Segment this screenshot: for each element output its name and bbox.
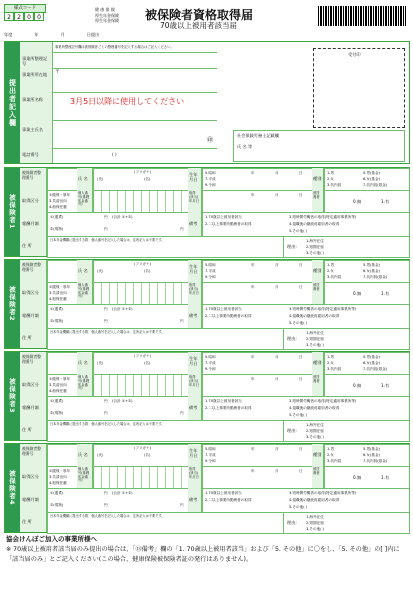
submitter-sidebar: 提出者記入欄 [5,42,20,163]
reason-opt: 3.その他( ) [306,435,325,439]
birth-era: 7.平成 [205,177,216,181]
acq-opt: 3.共済出向 [49,475,67,479]
given-name-label: (名) [144,453,151,457]
total-label: (合計 ①+②) [112,307,133,311]
surname-label: (氏) [97,177,104,181]
type-opt: 3.坑内員 [327,459,342,463]
type-opt: 6.女(基金) [363,177,381,181]
birth-era: 7.平成 [205,453,216,457]
footer [6,534,406,565]
insured-sidebar: 被保険者3 [5,352,20,440]
form-code-label: 様式コード [4,4,46,13]
type-opt: 2.女 [327,177,335,181]
type-opt: 1.男 [327,171,335,175]
mynumber-label: 個人番号(基礎年金番号) [77,190,93,212]
labor-consultant-label: 社会保険労務士記載欄 [237,133,279,138]
yen-label: 円 [104,399,108,403]
dependent-label: 被扶養者 [312,190,324,212]
reason-opt: 2.短期在留 [306,521,324,525]
name-field[interactable] [93,444,190,468]
ymd-label: 月 [275,447,279,451]
reason-opt: 2.短期在留 [306,337,324,341]
type-opt: 5.男(基金) [363,447,381,451]
notes-item: 5.その他( ) [289,505,308,509]
reason-opt: 1.海外在住 [306,239,324,243]
notes-field[interactable] [202,488,410,514]
total-label: (合計 ①+②) [112,215,133,219]
type-opt: 2.女 [327,269,335,273]
furigana-label: (フリガナ) [134,170,151,174]
type-field[interactable] [324,352,410,376]
type-opt: 1.男 [327,355,335,359]
acq-field[interactable] [47,466,79,490]
notes-item: 1.70歳以上被用者該当 [205,399,242,403]
insurance-type: 健 康 保 険 [95,7,115,12]
notes-item: 1.70歳以上被用者該当 [205,307,242,311]
seiri-field[interactable] [47,168,79,192]
dependent-opt: 1.有 [381,475,390,480]
notes-item: 4.退職後の継続再雇用者の取得 [289,314,340,318]
notes-field[interactable] [202,396,410,422]
ymd-label: 日 [299,285,303,289]
name-label: 氏 名 [77,168,93,190]
notes-item: 3.短時間労働者の取得(特定適用事業所等) [289,399,357,403]
field-label: 事業所所在地 [22,72,48,77]
form-code-digit: 2 [14,12,24,21]
birth-era: 9.令和 [205,367,216,371]
acq-opt: 4.船保任継 [49,389,67,393]
name-label: 氏 名 [77,352,93,374]
field-label: 事業所整理記号 [22,56,48,66]
ymd-label: 月 [275,355,279,359]
ymd-label: 日 [299,355,303,359]
type-opt: 3.坑内員 [327,275,342,279]
seiri-label: 被保険者整理番号 [20,260,47,282]
type-opt: 7.坑内員(基金) [363,183,388,187]
yen-label: 円 [104,491,108,495]
seiri-label: 被保険者整理番号 [20,444,47,466]
notes-item: 4.退職後の継続再雇用者の取得 [289,406,340,410]
reason-opt: 2.短期在留 [306,429,324,433]
birth-field[interactable] [202,352,314,376]
submitter-field-labels [20,42,53,163]
ymd-label: 年 [251,263,255,267]
insured-sidebar: 被保険者1 [5,168,20,256]
acq-date-field[interactable] [202,282,314,306]
acq-opt: 3.共済出向 [49,291,67,295]
reason-field[interactable] [283,328,410,350]
reason-opt: 3.その他( ) [306,527,325,531]
notes-item: 2.二以上事業所勤務者の取得 [205,222,252,226]
given-name-label: (名) [144,361,151,365]
insurance-type: 厚生年金保険 [95,18,119,23]
usage-warning: 3月5日以降に使用してください [70,97,185,106]
notes-label: 備考 [188,396,202,420]
address-field[interactable] [47,420,285,442]
pay-field[interactable] [47,212,190,238]
date-label: 月 [60,32,65,37]
pay-field[interactable] [47,396,190,422]
form-code-boxes [4,12,44,21]
reason-label: 理由: [287,520,297,525]
labor-consultant-box[interactable] [233,130,405,162]
notes-item: 4.退職後の継続再雇用者の取得 [289,498,340,502]
seiri-field[interactable] [47,352,79,376]
name-field[interactable] [93,352,190,376]
acq-date-label: 取得(該当)年月日 [188,374,202,396]
ymd-label: 年 [251,469,255,473]
type-opt: 2.女 [327,453,335,457]
ymd-label: 年 [251,171,255,175]
insured-section [4,167,410,257]
acq-date-label: 取得(該当)年月日 [188,190,202,212]
acq-field[interactable] [47,190,79,214]
pay-currency-label: ①(通貨) [50,307,64,311]
dependent-field[interactable] [324,466,410,490]
birth-field[interactable] [202,260,314,284]
acq-field[interactable] [47,374,79,398]
type-opt: 3.坑内員 [327,367,342,371]
seiri-label: 被保険者整理番号 [20,352,47,374]
notes-item: 2.二以上事業所勤務者の取得 [205,498,252,502]
pay-field[interactable] [47,304,190,330]
seal-mark: ㊞ [207,137,214,144]
ymd-label: 月 [275,377,279,381]
dependent-opt: 0.無 [353,291,362,296]
field-label: 事業所名称 [22,97,43,102]
insurance-types [95,7,119,24]
insured-section [4,351,410,441]
reason-label: 理由: [287,336,297,341]
acq-date-field[interactable] [202,466,314,490]
dependent-opt: 0.無 [353,199,362,204]
notes-field[interactable] [202,304,410,330]
ymd-label: 月 [275,193,279,197]
acq-opt: 3.共済出向 [49,199,67,203]
ymd-label: 日 [299,447,303,451]
notes-item: 5.その他( ) [289,321,308,325]
form-code-digit: 0 [34,12,44,21]
type-field[interactable] [324,444,410,468]
phone-field[interactable]: ( ) [112,152,117,157]
birth-label: 生年月日 [188,168,202,190]
acq-opt: 4.船保任継 [49,205,67,209]
acq-opt: 3.共済出向 [49,383,67,387]
mynumber-label: 個人番号(基礎年金番号) [77,466,93,488]
notes-item: 3.短時間労働者の取得(特定適用事業所等) [289,491,357,495]
seiri-label: 被保険者整理番号 [20,168,47,190]
yen-label: 円 [180,411,184,415]
reason-label: 理由: [287,244,297,249]
notes-item: 1.70歳以上被用者該当 [205,491,242,495]
furigana-label: (フリガナ) [134,262,151,266]
type-opt: 6.女(基金) [363,453,381,457]
ymd-label: 日 [299,469,303,473]
acq-label: 取得区分 [20,282,47,304]
dependent-label: 被扶養者 [312,374,324,396]
footer-body: ※ 70歳以上被用者該当届のみ提出の場合は、「⑬備考」欄の「1. 70歳以上被用者該当」および「5. その他」に〇をし、「5. その他」の[ ]内に「該当届のみ」とご記入ください(この場合、健康保険被保険者証の発行はありません)。 [6,546,400,563]
insured-section [4,259,410,349]
yen-label: 円 [180,503,184,507]
birth-era: 9.令和 [205,183,216,187]
ymd-label: 日 [299,171,303,175]
type-opt: 1.男 [327,447,335,451]
address-label: 住 所 [20,236,47,256]
ymd-label: 月 [275,285,279,289]
dependent-opt: 0.無 [353,383,362,388]
ymd-label: 年 [251,193,255,197]
notes-label: 備考 [188,488,202,512]
notes-item: 4.退職後の継続再雇用者の取得 [289,222,340,226]
dependent-label: 被扶養者 [312,466,324,488]
address-field[interactable] [47,512,285,534]
type-opt: 6.女(基金) [363,361,381,365]
surname-label: (氏) [97,453,104,457]
type-opt: 5.男(基金) [363,263,381,267]
reason-field[interactable] [283,512,410,534]
notes-label: 備考 [188,212,202,236]
acq-label: 取得区分 [20,466,47,488]
ymd-label: 年 [251,447,255,451]
birth-field[interactable] [202,444,314,468]
dependent-field[interactable] [324,374,410,398]
acq-opt: ①健保・厚年 [49,377,71,381]
furigana-label: (フリガナ) [134,446,151,450]
birth-era: 5.昭和 [205,263,216,267]
type-label: 種別 [312,352,324,374]
type-opt: 6.女(基金) [363,269,381,273]
birth-era: 5.昭和 [205,355,216,359]
type-opt: 1.男 [327,263,335,267]
mynumber-label: 個人番号(基礎年金番号) [77,282,93,304]
type-field[interactable] [324,260,410,284]
form-title: 被保険者資格取得届 [145,8,254,22]
acq-opt: ①健保・厚年 [49,193,71,197]
yen-label: 円 [104,307,108,311]
mynumber-field[interactable] [93,190,190,214]
footer-heading: 協会けんぽご加入の事業所様へ [6,535,97,543]
address-note: 日本年金機構に提出する際、個人番号を記入した場合は、住所記入は不要です。 [50,422,165,426]
yen-label: 円 [104,215,108,219]
notes-item: 5.その他( ) [289,229,308,233]
address-note: 日本年金機構に提出する際、個人番号を記入した場合は、住所記入は不要です。 [50,330,165,334]
given-name-label: (名) [144,177,151,181]
pay-label: 報酬月額 [20,488,47,512]
given-name-label: (名) [144,269,151,273]
surname-label: (氏) [97,269,104,273]
reason-field[interactable] [283,420,410,442]
total-label: (合計 ①+②) [112,399,133,403]
form-code-digit: 0 [24,12,34,21]
insurance-type: 厚生年金保険 [95,12,119,18]
reason-opt: 3.その他( ) [306,251,325,255]
dependent-field[interactable] [324,190,410,214]
name-field[interactable] [93,260,190,284]
mynumber-field[interactable] [93,282,190,306]
reason-opt: 1.海外在住 [306,423,324,427]
ymd-label: 月 [275,171,279,175]
reason-opt: 1.海外在住 [306,331,324,335]
dependent-label: 被扶養者 [312,282,324,304]
form-code-digit: 2 [4,12,14,21]
notes-item: 1.70歳以上被用者該当 [205,215,242,219]
type-label: 種別 [312,260,324,282]
type-opt: 7.坑内員(基金) [363,367,388,371]
notes-item: 5.その他( ) [289,413,308,417]
pay-goods-label: ②(現物) [50,503,64,507]
reason-opt: 2.短期在留 [306,245,324,249]
notes-label: 備考 [188,304,202,328]
notes-field[interactable] [202,212,410,238]
address-label: 住 所 [20,512,47,532]
notes-item: 2.二以上事業所勤務者の取得 [205,406,252,410]
submitter-section [4,41,410,164]
yen-label: 円 [104,227,108,231]
address-note: 日本年金機構に提出する際、個人番号を記入した場合は、住所記入は不要です。 [50,238,165,242]
pay-label: 報酬月額 [20,212,47,236]
birth-era: 9.令和 [205,275,216,279]
type-label: 種別 [312,444,324,466]
seiri-field[interactable] [47,260,79,284]
mynumber-label: 個人番号(基礎年金番号) [77,374,93,396]
postal-mark: 〒 [55,69,61,75]
ymd-label: 日 [299,263,303,267]
acq-opt: 4.船保任継 [49,297,67,301]
birth-era: 5.昭和 [205,447,216,451]
pay-label: 報酬月額 [20,396,47,420]
name-label: 氏 名 [77,260,93,282]
submitter-note: 事業所整理記号欄は被保険者ごとの整理番号を記入する場合はご記入ください。 [55,45,174,49]
reason-label: 理由: [287,428,297,433]
type-field[interactable] [324,168,410,192]
date-label: 年 [34,32,39,37]
birth-era: 5.昭和 [205,171,216,175]
surname-label: (氏) [97,361,104,365]
acq-opt: 4.船保任継 [49,481,67,485]
notes-item: 2.二以上事業所勤務者の取得 [205,314,252,318]
reception-stamp-label: 受付印 [348,52,361,57]
date-row [4,32,124,37]
field-label: 事業主氏名 [22,127,43,132]
acq-opt: ①健保・厚年 [49,285,71,289]
pay-currency-label: ①(通貨) [50,215,64,219]
name-field[interactable] [93,168,190,192]
reception-stamp-box [313,48,405,128]
type-opt: 7.坑内員(基金) [363,459,388,463]
birth-era: 7.平成 [205,361,216,365]
date-label: 年度 [4,32,13,37]
type-opt: 2.女 [327,361,335,365]
date-label: 日提出 [86,32,100,37]
pay-label: 報酬月額 [20,304,47,328]
mynumber-field[interactable] [93,466,190,490]
ymd-label: 年 [251,355,255,359]
acq-label: 取得区分 [20,374,47,396]
address-field[interactable] [47,236,285,258]
acq-label: 取得区分 [20,190,47,212]
total-label: (合計 ①+②) [112,491,133,495]
notes-item: 3.短時間労働者の取得(特定適用事業所等) [289,215,357,219]
reason-opt: 1.海外在住 [306,515,324,519]
address-field[interactable] [47,328,285,350]
birth-label: 生年月日 [188,260,202,282]
type-opt: 5.男(基金) [363,171,381,175]
ymd-label: 年 [251,285,255,289]
barcode [318,6,406,26]
insured-section [4,443,410,533]
yen-label: 円 [180,227,184,231]
insured-sidebar: 被保険者4 [5,444,20,532]
field-label: 電話番号 [22,152,39,157]
address-label: 住 所 [20,328,47,348]
acq-opt: ①健保・厚年 [49,469,71,473]
pay-goods-label: ②(現物) [50,227,64,231]
dependent-opt: 1.有 [381,199,390,204]
reason-opt: 3.その他( ) [306,343,325,347]
address-label: 住 所 [20,420,47,440]
labor-name-label: 氏 名 等 [237,144,253,149]
name-label: 氏 名 [77,444,93,466]
type-label: 種別 [312,168,324,190]
yen-label: 円 [104,319,108,323]
yen-label: 円 [104,503,108,507]
acq-date-field[interactable] [202,190,314,214]
reason-field[interactable] [283,236,410,258]
ymd-label: 年 [251,377,255,381]
pay-goods-label: ②(現物) [50,319,64,323]
yen-label: 円 [104,411,108,415]
ymd-label: 日 [299,377,303,381]
acq-date-label: 取得(該当)年月日 [188,282,202,304]
pay-currency-label: ①(通貨) [50,491,64,495]
yen-label: 円 [180,319,184,323]
acq-field[interactable] [47,282,79,306]
acq-date-label: 取得(該当)年月日 [188,466,202,488]
dependent-opt: 1.有 [381,291,390,296]
furigana-label: (フリガナ) [134,354,151,358]
acq-date-field[interactable] [202,374,314,398]
pay-goods-label: ②(現物) [50,411,64,415]
birth-label: 生年月日 [188,352,202,374]
birth-label: 生年月日 [188,444,202,466]
dependent-opt: 0.無 [353,475,362,480]
type-opt: 5.男(基金) [363,355,381,359]
type-opt: 7.坑内員(基金) [363,275,388,279]
notes-item: 3.短時間労働者の取得(特定適用事業所等) [289,307,357,311]
dependent-opt: 1.有 [381,383,390,388]
birth-era: 7.平成 [205,269,216,273]
seiri-field[interactable] [47,444,79,468]
type-opt: 3.坑内員 [327,183,342,187]
form-subtitle: 70歳以上被用者該当届 [160,21,238,30]
ymd-label: 月 [275,263,279,267]
birth-era: 9.令和 [205,459,216,463]
birth-field[interactable] [202,168,314,192]
dependent-field[interactable] [324,282,410,306]
pay-currency-label: ①(通貨) [50,399,64,403]
pay-field[interactable] [47,488,190,514]
mynumber-field[interactable] [93,374,190,398]
ymd-label: 日 [299,193,303,197]
address-note: 日本年金機構に提出する際、個人番号を記入した場合は、住所記入は不要です。 [50,514,165,518]
ymd-label: 月 [275,469,279,473]
insured-sidebar: 被保険者2 [5,260,20,348]
